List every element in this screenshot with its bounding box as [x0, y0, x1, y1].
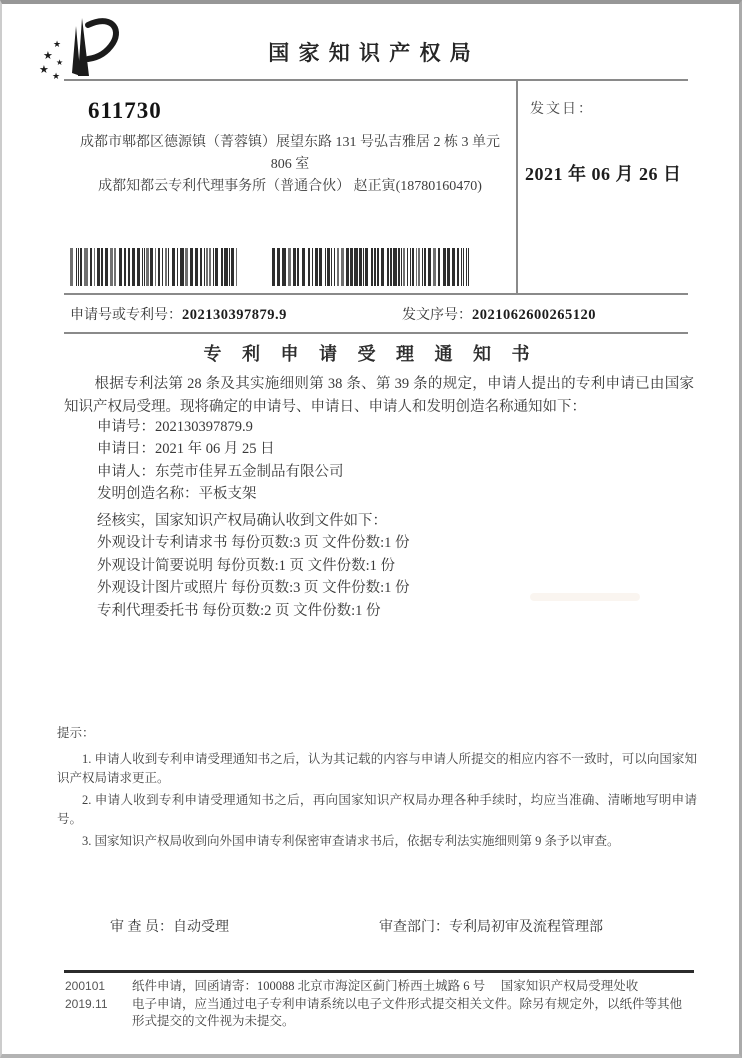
svg-text:★: ★	[39, 64, 49, 76]
recipient-address-line2: 806 室	[270, 157, 310, 172]
department-row	[379, 916, 603, 936]
header-box-divider-rule	[516, 79, 518, 293]
header-box-bottom-rule	[64, 293, 688, 295]
header-box-top-rule	[64, 79, 688, 81]
scan-artifact	[530, 593, 640, 601]
field-applicant: 申请人：东莞市佳昇五金制品有限公司	[97, 463, 344, 480]
field-application-date: 申请日：2021 年 06 月 25 日	[97, 441, 275, 458]
svg-text:★: ★	[52, 71, 61, 81]
field-invention-title: 发明创造名称：平板支架	[97, 486, 257, 503]
postal-code: 611730	[88, 98, 162, 123]
notice-intro-paragraph: 根据专利法第 28 条及其实施细则第 38 条、第 39 条的规定，申请人提出的专利申请已由国家知识产权局受理。现将确定的申请号、申请日、申请人和发明创造名称通知如下：	[64, 376, 694, 415]
svg-text:★: ★	[56, 58, 64, 67]
footer-form-codes	[65, 978, 108, 1013]
barcode-right	[272, 248, 474, 286]
document-item: 专利代理委托书 每份页数:2 页 文件份数:1 份	[97, 602, 381, 619]
numbers-bottom-rule	[64, 332, 688, 334]
serial-number-value: 2021062600265120	[472, 307, 596, 323]
footer-form-date: 2019.11	[65, 996, 108, 1011]
footer-note-paper: 纸件申请，回函请寄：100088 北京市海淀区蓟门桥西土城路 6 号 国家知识产权局受理处收	[132, 979, 639, 993]
tip-item-1: 1. 申请人收到专利申请受理通知书之后，认为其记载的内容与申请人所提交的相应内容不一致时，可以向国家知识产权局请求更正。	[57, 752, 697, 785]
tips-section	[57, 724, 697, 854]
examiner-value: 自动受理	[173, 920, 229, 935]
department-value: 专利局初审及流程管理部	[449, 920, 603, 935]
document-item: 外观设计专利请求书 每份页数:3 页 文件份数:1 份	[97, 535, 410, 552]
recipient-agency-line: 成都知都云专利代理事务所（普通合伙） 赵正寅(18780160470)	[98, 179, 482, 194]
tip-item-2: 2. 申请人收到专利申请受理通知书之后，再向国家知识产权局办理各种手续时，均应当准确、清晰地写明申请号。	[57, 793, 697, 826]
tips-label: 提示：	[57, 726, 95, 740]
application-number-row	[70, 304, 287, 324]
dispatch-date-value: 2021 年 06 月 26 日	[525, 164, 682, 184]
notice-title: 专 利 申 请 受 理 通 知 书	[203, 344, 538, 364]
examiner-label: 审 查 员：	[110, 920, 173, 935]
footer-note-electronic: 电子申请，应当通过电子专利申请系统以电子文件形式提交相关文件。除另有规定外，以纸件等其他形式提交的文件视为未提交。	[132, 996, 683, 1028]
recipient-block	[64, 96, 516, 198]
svg-text:★: ★	[43, 50, 53, 62]
field-application-number: 申请号：202130397879.9	[97, 419, 253, 435]
barcode-left	[70, 248, 240, 286]
dispatch-date-label: 发文日：	[530, 102, 594, 117]
tip-item-3: 3. 国家知识产权局收到向外国申请专利保密审查请求书后，依据专利法实施细则第 9 条予以审查。	[82, 834, 620, 848]
application-number-value: 202130397879.9	[182, 307, 287, 323]
received-documents-intro: 经核实，国家知识产权局确认收到文件如下：	[97, 513, 387, 529]
recipient-address-line1: 成都市郫都区德源镇（菁蓉镇）展望东路 131 号弘吉雅居 2 栋 3 单元	[80, 135, 500, 150]
document-item: 外观设计图片或照片 每份页数:3 页 文件份数:1 份	[97, 580, 410, 597]
footer-rule	[64, 970, 694, 973]
page-title: 国 家 知 识 产 权 局	[268, 41, 473, 65]
serial-number-label: 发文序号：	[402, 308, 472, 323]
svg-text:★: ★	[53, 39, 62, 49]
department-label: 审查部门：	[379, 920, 449, 935]
application-fields-list	[97, 416, 344, 506]
received-documents-list	[97, 510, 410, 622]
application-number-label: 申请号或专利号：	[70, 308, 182, 323]
examiner-row	[110, 916, 229, 936]
document-item: 外观设计简要说明 每份页数:1 页 文件份数:1 份	[97, 557, 396, 574]
footer-form-number: 200101	[65, 979, 106, 993]
footer-notes	[132, 978, 694, 1031]
serial-number-row	[402, 304, 596, 324]
